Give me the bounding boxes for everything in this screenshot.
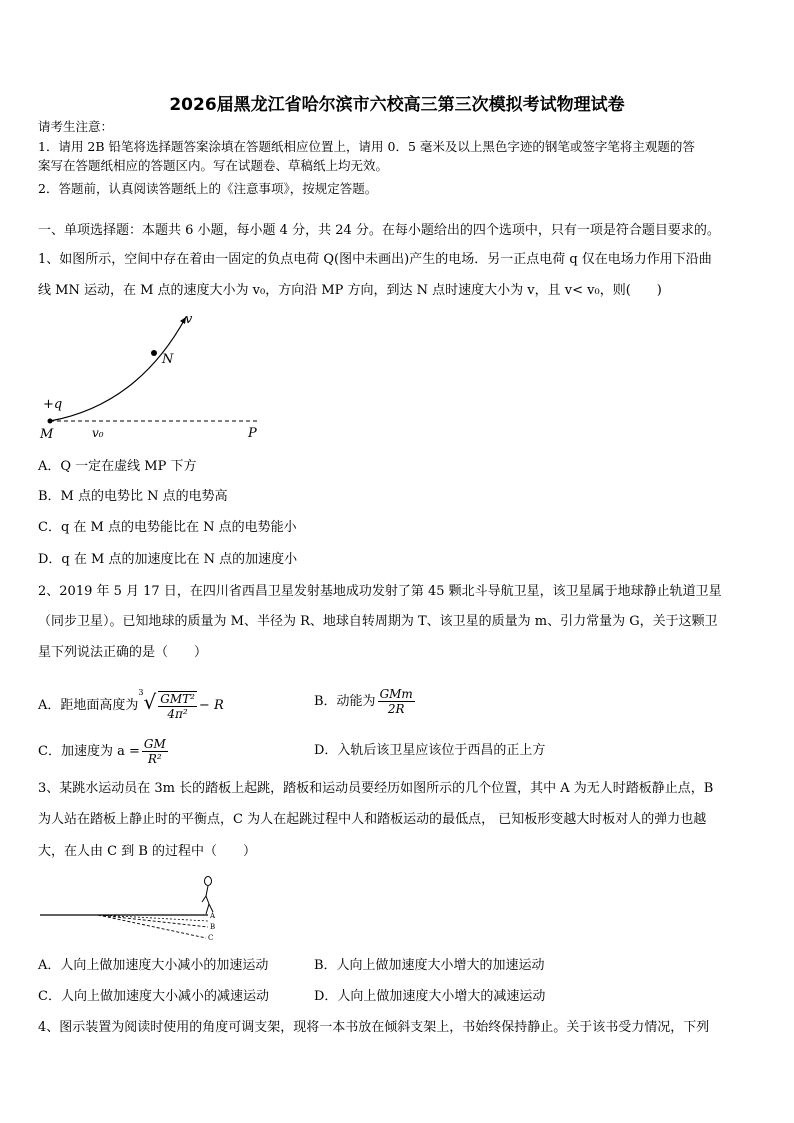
q2-a-denominator: 4π²	[167, 706, 188, 721]
q2-a-tail: − R	[198, 698, 224, 713]
q2-option-a: A．距地面高度为$^3$√ $\frac{\text{GMT²}}{\text{4π²}}$ − R	[38, 688, 224, 721]
section-1-heading: 一、单项选择题：本题共 6 小题，每小题 4 分，共 24 分。在每小题给出的四个选项中，只有一项是符合题目要求的。	[38, 223, 720, 238]
q3-diving-board-figure	[38, 872, 228, 944]
q2-a-numerator: GMT²	[160, 691, 195, 706]
q2-stem-line-1: 2、2019 年 5 月 17 日，在四川省西昌卫星发射基地成功发射了第 45 颗北斗导航卫星，该卫星属于地球静止轨道卫星	[38, 584, 722, 599]
point-m	[48, 419, 53, 424]
q3-stem-line-1: 3、某跳水运动员在 3m 长的踏板上起跳，踏板和运动员要经历如图所示的几个位置，其中 A 为无人时踏板静止点，B	[38, 781, 714, 796]
board-label-c: C	[208, 934, 214, 942]
q3-option-b: B．人向上做加速度大小增大的加速运动	[314, 958, 545, 973]
q2-option-c-label: C．加速度为 a =	[38, 744, 140, 759]
label-v0: v₀	[92, 426, 104, 440]
q2-option-d: D．入轨后该卫星应该位于西昌的正上方	[314, 743, 546, 758]
label-q: +q	[43, 397, 63, 412]
label-v: v	[185, 312, 193, 327]
q1-stem-line-2: 线 MN 运动，在 M 点的速度大小为 v₀，方向沿 MP 方向，到达 N 点时速度大小为 v，且 v< v₀，则( )	[38, 283, 662, 298]
q3-stem-line-3: 大，在人由 C 到 B 的过程中（ ）	[38, 844, 257, 859]
q3-option-a: A．人向上做加速度大小减小的加速运动	[38, 958, 269, 973]
q2-option-a-label: A．距地面高度为	[38, 698, 139, 713]
q3-option-c: C．人向上做加速度大小减小的减速运动	[38, 989, 269, 1004]
q2-c-denominator: R²	[147, 752, 162, 766]
notice-item-1-line-2: 案写在答题纸相应的答题区内。写在试题卷、草稿纸上均无效。	[38, 158, 389, 173]
q2-option-b-label: B．动能为	[314, 694, 376, 709]
board-mid	[98, 915, 208, 921]
point-n	[151, 350, 157, 356]
q2-b-denominator: 2R	[387, 702, 405, 716]
q2-c-numerator: GM	[143, 737, 166, 751]
q2-option-b	[314, 684, 756, 720]
q3-stem-line-2: 为人站在踏板上静止时的平衡点，C 为人在起跳过程中人和踏板运动的最低点， 已知板形变越大时板对人的弹力也越	[38, 812, 707, 827]
board-label-a: A	[210, 912, 216, 920]
q1-option-a: A．Q 一定在虚线 MP 下方	[38, 459, 197, 474]
label-p: P	[248, 426, 257, 441]
board-label-b: B	[210, 923, 216, 931]
label-m: M	[40, 427, 54, 442]
q1-figure	[38, 305, 278, 445]
notice-header: 请考生注意：	[38, 119, 114, 134]
notice-item-1-line-1: 1．请用 2B 铅笔将选择题答案涂填在答题纸相应位置上，请用 0．5 毫米及以上黑色字迹的钢笔或签字笔将主观题的答	[38, 139, 695, 154]
q1-stem-line-1: 1、如图所示，空间中存在着由一固定的负点电荷 Q(图中未画出)产生的电场．另一正点电荷 q 仅在电场力作用下沿曲	[38, 252, 712, 267]
q2-b-numerator: GMm	[379, 687, 413, 701]
label-n: N	[162, 352, 174, 367]
q1-option-c: C．q 在 M 点的电势能比在 N 点的电势能小	[38, 520, 297, 535]
q2-stem-line-2: （同步卫星）。已知地球的质量为 M、半径为 R、地球自转周期为 T、该卫星的质量为 m、引力常量为 G，关于这颗卫	[38, 614, 718, 629]
q2-stem-line-3: 星下列说法正确的是（ ）	[38, 645, 208, 660]
q4-stem-line-1: 4、图示装置为阅读时使用的角度可调支架，现将一本书放在倾斜支架上，书始终保持静止。关于该书受力情况，下列	[38, 1020, 710, 1035]
curve-mn	[50, 317, 186, 421]
q3-option-d: D．人向上做加速度大小增大的减速运动	[314, 989, 546, 1004]
q1-option-b: B．M 点的电势比 N 点的电势高	[38, 489, 228, 504]
page-title: 2026届黑龙江省哈尔滨市六校高三第三次模拟考试物理试卷	[169, 95, 625, 115]
notice-item-2: 2．答题前，认真阅读答题纸上的《注意事项》，按规定答题。	[38, 181, 378, 196]
q1-option-d: D．q 在 M 点的加速度比在 N 点的加速度小	[38, 552, 298, 567]
cube-root-index: 3	[138, 688, 144, 697]
board-b	[98, 915, 208, 927]
board-c	[98, 915, 206, 938]
diver-figure	[202, 877, 213, 915]
